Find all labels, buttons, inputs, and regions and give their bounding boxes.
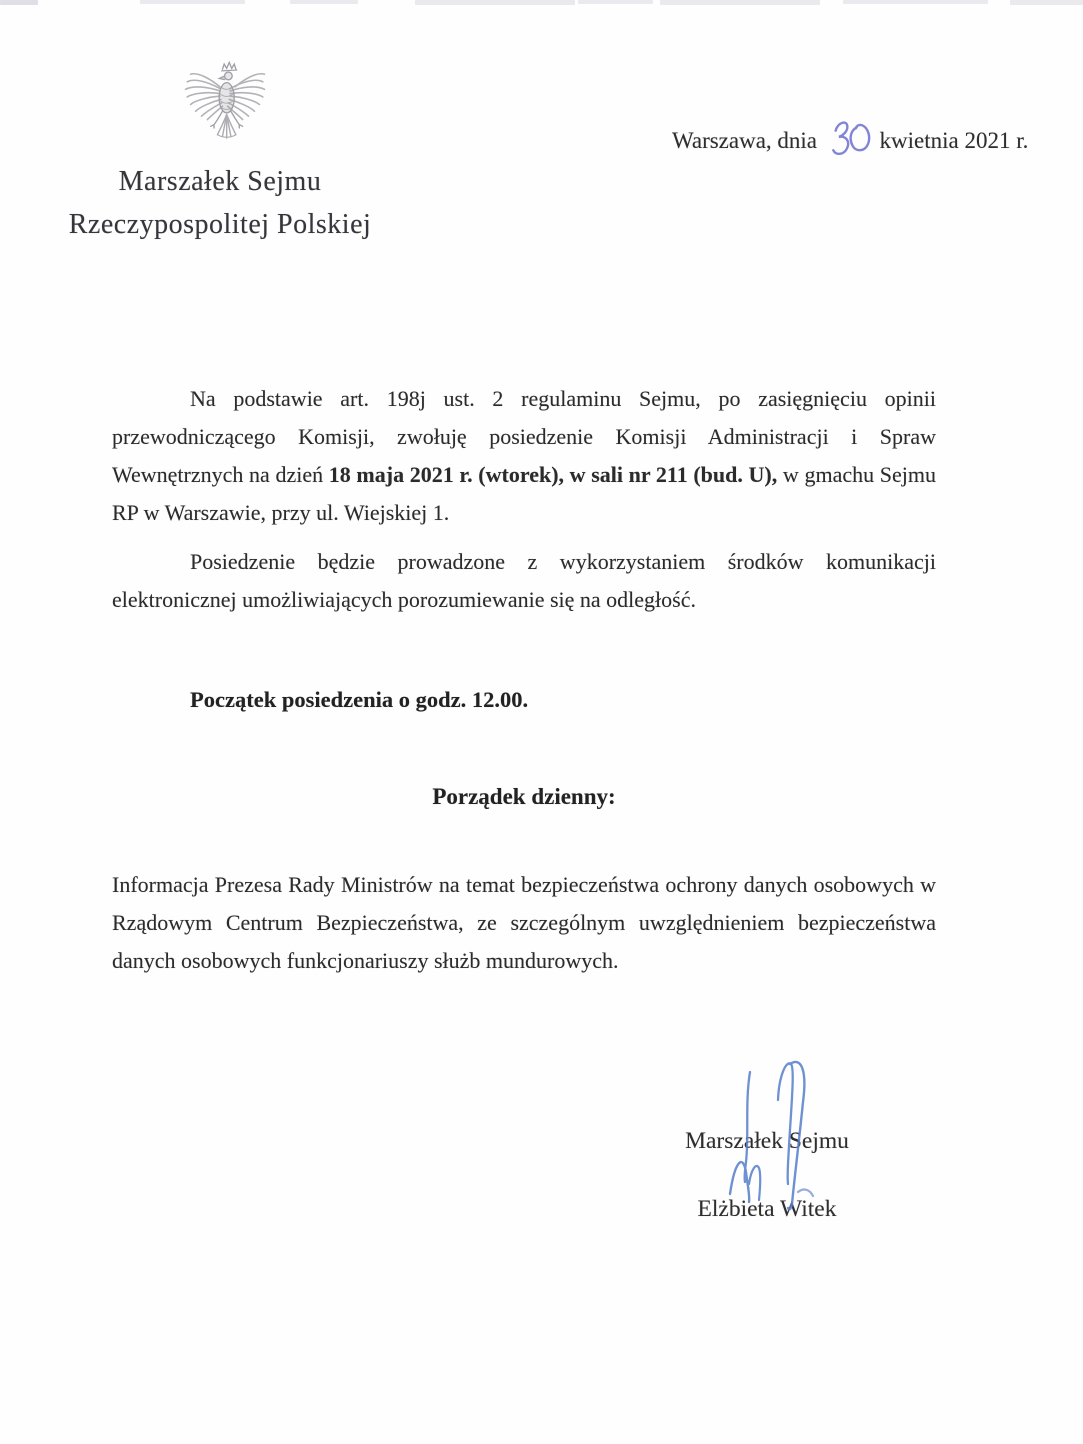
agenda-item: Informacja Prezesa Rady Ministrów na temat bezpieczeństwa ochrony danych osobowych w Rządowym Centrum Bezpieczeństwa, ze szczególnym uwzględnieniem bezpieczeństwa danych osobowych funkcjonariuszy służb mundurowych. (112, 872, 936, 973)
scan-artifact (1010, 0, 1083, 5)
paragraph-legal-basis-bold-date: 18 maja 2021 r. (wtorek), w sali nr 211 (bud. U), (328, 462, 778, 487)
paragraph-legal-basis-part1: Na podstawie art. 198j ust. 2 regulaminu Sejmu, po zasięgnięciu opinii przewodniczącego Komisji, zwołuję posiedzenie Komisji Administracji i Spraw Wewnętrznych na dzień (112, 386, 936, 487)
polish-eagle-emblem (183, 60, 267, 154)
signature-block (617, 1128, 917, 1223)
agenda-heading: Porządek dzienny: (432, 784, 616, 809)
sender-title: Marszałek Sejmu (118, 166, 322, 197)
paragraph-legal-basis (112, 380, 936, 532)
scan-artifact (843, 0, 988, 4)
dateline (672, 116, 1028, 160)
scan-artifact (0, 0, 38, 5)
paragraph-legal-basis-part3: w gmachu Sejmu RP w Warszawie, przy ul. Wiejskiej 1. (112, 462, 936, 525)
sender-institution: Rzeczypospolitej Polskiej (68, 209, 372, 240)
scan-artifact (290, 0, 358, 4)
signature-role: Marszałek Sejmu (685, 1128, 849, 1154)
scan-artifact (660, 0, 820, 5)
meeting-start-line: Początek posiedzenia o godz. 12.00. (190, 687, 529, 712)
handwritten-day (825, 114, 874, 161)
dateline-prefix: Warszawa, dnia (672, 128, 818, 153)
scan-artifact (140, 0, 245, 4)
dateline-suffix: kwietnia 2021 r. (879, 128, 1029, 153)
scan-artifact (415, 0, 575, 5)
sender-block (40, 160, 400, 246)
paragraph-remote-meeting: Posiedzenie będzie prowadzone z wykorzystaniem środków komunikacji elektronicznej umożliwiających porozumiewanie się na odległość. (112, 549, 936, 612)
scan-artifact (578, 0, 653, 4)
signature-name: Elżbieta Witek (697, 1196, 837, 1222)
